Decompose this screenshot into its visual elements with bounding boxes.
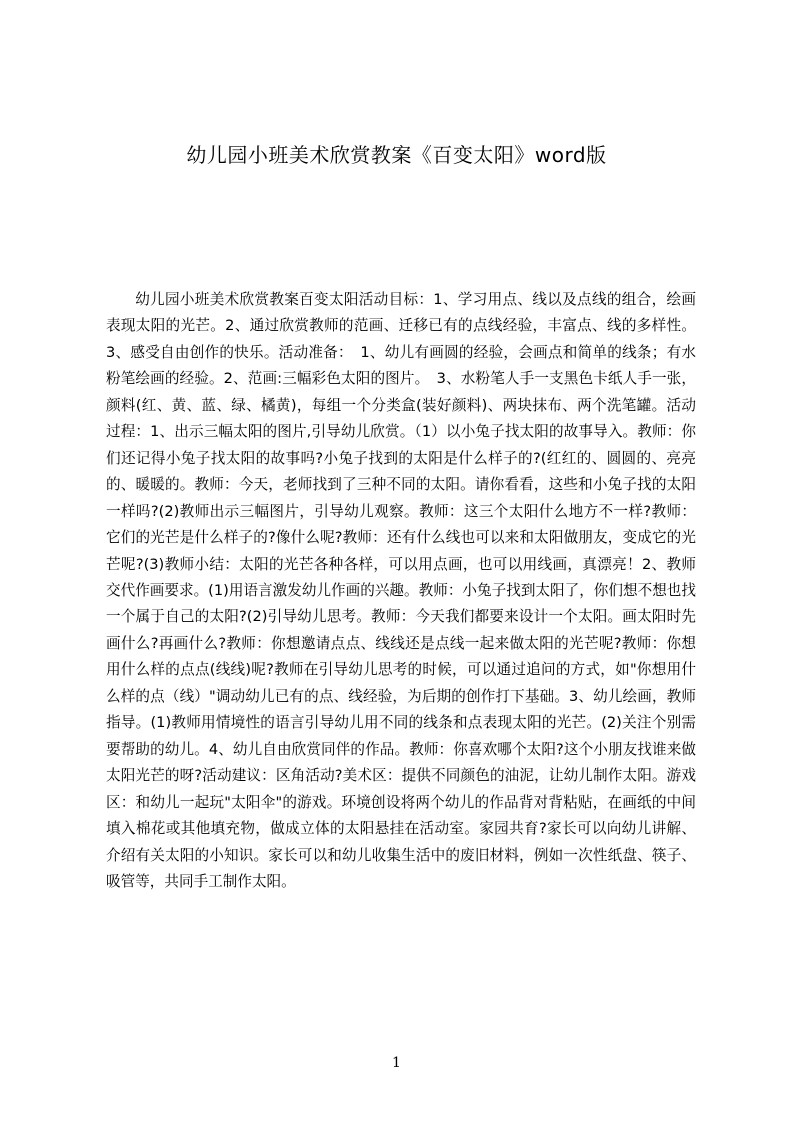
document-title: 幼儿园小班美术欣赏教案《百变太阳》word版 bbox=[186, 143, 607, 167]
document-body-paragraph: 幼儿园小班美术欣赏教案百变太阳活动目标：1、学习用点、线以及点线的组合，绘画表现太阳的光芒。2、通过欣赏教师的范画、迁移已有的点线经验，丰富点、线的多样性。3、感受自由创作的快乐。活动准备： 1、幼儿有画圆的经验，会画点和简单的线条；有水粉笔绘画的经验。2、范画:三幅彩色太阳的图片。 3、水粉笔人手一支黑色卡纸人手一张，颜料(红、黄、蓝、绿、橘黄)，每组一个分类盒(装好颜料)、两块抹布、两个洗笔罐。活动过程：1、出示三幅太阳的图片,引导幼儿欣赏。（1）以小兔子找太阳的故事导入。教师：你们还记得小兔子找太阳的故事吗?小兔子找到的太阳是什么样子的?(红红的、圆圆的、亮亮的、暖暖的。教师：今天，老师找到了三种不同的太阳。请你看看，这些和小兔子找的太阳一样吗?(2)教师出示三幅图片，引导幼儿观察。教师：这三个太阳什么地方不一样?教师：它们的光芒是什么样子的?像什么呢?教师：还有什么线也可以来和太阳做朋友，变成它的光芒呢?(3)教师小结：太阳的光芒各种各样，可以用点画，也可以用线画，真漂亮！2、教师交代作画要求。(1)用语言激发幼儿作画的兴趣。教师：小兔子找到太阳了，你们想不想也找一个属于自己的太阳?(2)引导幼儿思考。教师：今天我们都要来设计一个太阳。画太阳时先画什么?再画什么?教师：你想邀请点点、线线还是点线一起来做太阳的光芒呢?教师：你想用什么样的点点(线线)呢?教师在引导幼儿思考的时候，可以通过追问的方式，如"你想用什么样的点（线）"调动幼儿已有的点、线经验，为后期的创作打下基础。3、幼儿绘画，教师指导。(1)教师用情境性的语言引导幼儿用不同的线条和点表现太阳的光芒。(2)关注个别需要帮助的幼儿。4、幼儿自由欣赏同伴的作品。教师：你喜欢哪个太阳?这个小朋友找谁来做太阳光芒的呀?活动建议：区角活动?美术区：提供不同颜色的油泥，让幼儿制作太阳。游戏区：和幼儿一起玩"太阳伞"的游戏。环境创设将两个幼儿的作品背对背粘贴，在画纸的中间填入棉花或其他填充物，做成立体的太阳悬挂在活动室。家园共育?家长可以向幼儿讲解、介绍有关太阳的小知识。家长可以和幼儿收集生活中的废旧材料，例如一次性纸盘、筷子、吸管等，共同手工制作太阳。 bbox=[106, 291, 696, 890]
page-number: 1 bbox=[392, 1055, 401, 1071]
